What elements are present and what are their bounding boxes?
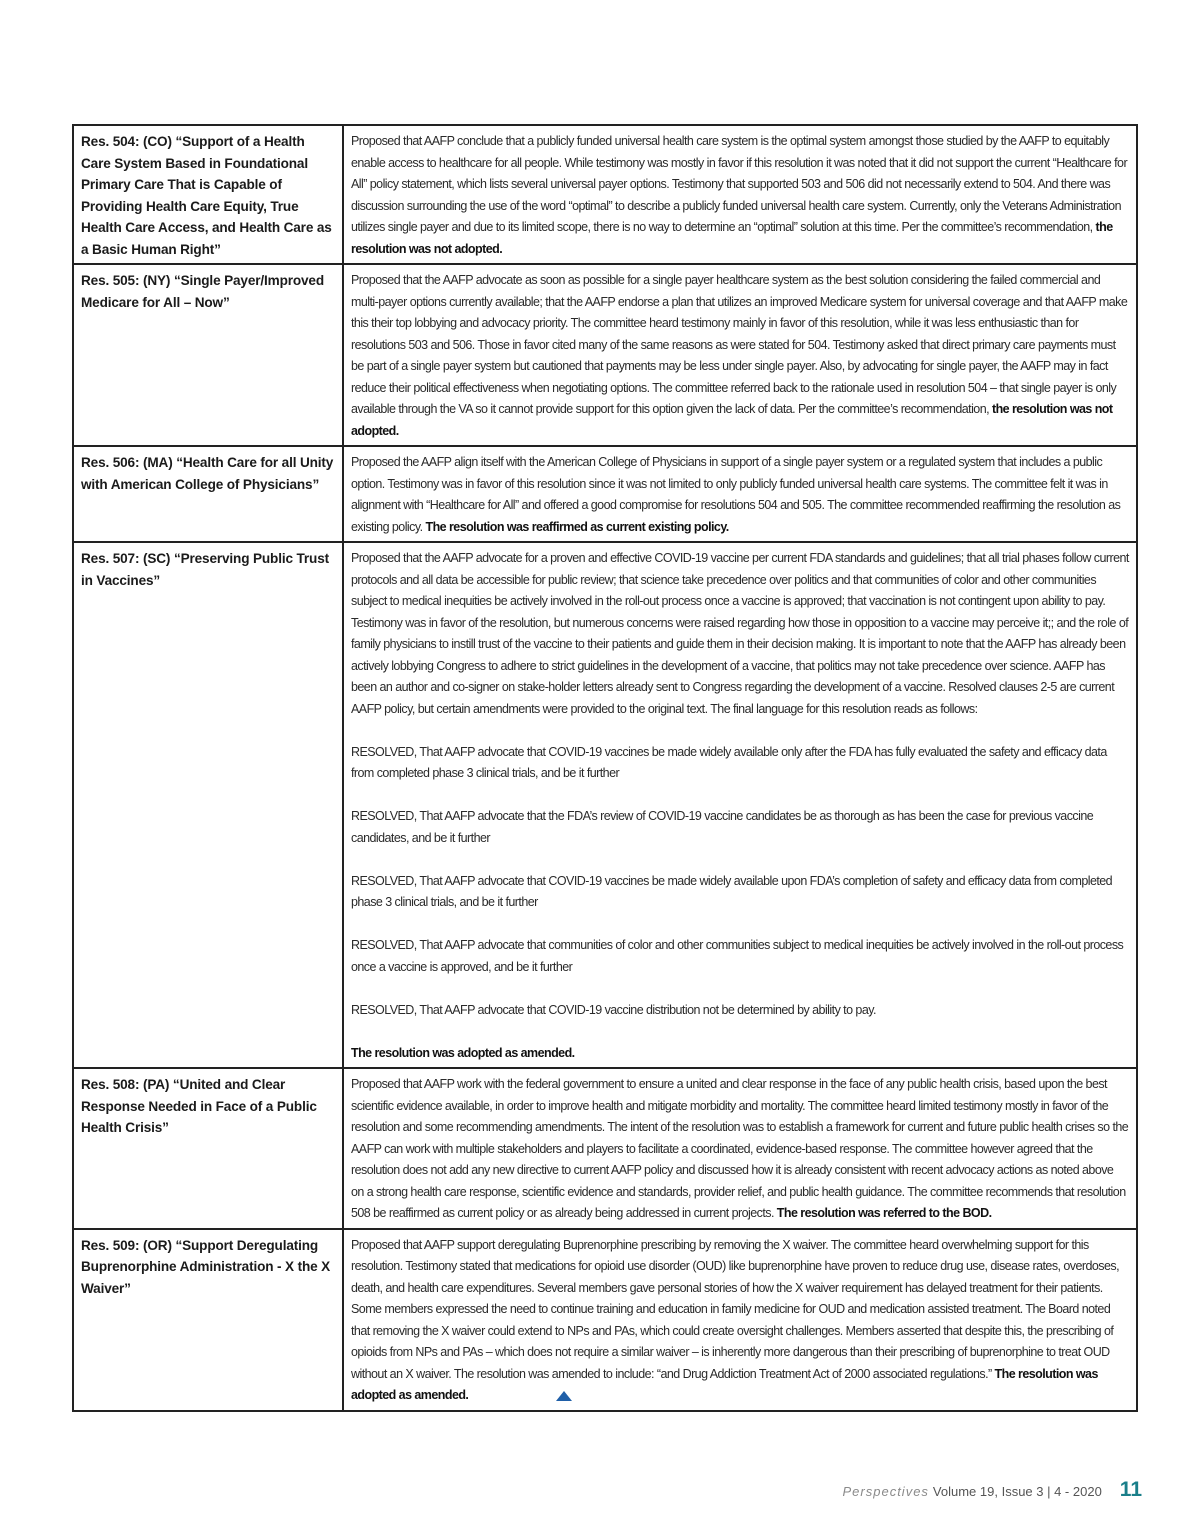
resolution-outcome: The resolution was reaffirmed as current existing policy.	[425, 519, 729, 534]
resolution-body	[343, 1229, 1137, 1411]
resolution-body	[343, 264, 1137, 446]
resolution-row-506	[73, 446, 1137, 542]
resolution-summary: Proposed that AAFP work with the federal government to ensure a united and clear response in the face of any public health crisis, based upon the best scientific evidence available, in order to improve health and mitigate morbidity and mortality. The committee heard limited testimony mostly in favor of the resolution and some recommending amendments. The intent of the resolution was to establish a framework for current and future public health crises so the AAFP can work with multiple stakeholders and players to facilitate a coordinated, evidence-based response. The committee however agreed that the resolution does not add any new directive to current AAFP policy and discussed how it is already consistent with recent advocacy actions as noted above on a strong health care response, scientific evidence and standards, provider relief, and public health guidance. The committee recommends that resolution 508 be reaffirmed as current policy or as already being addressed in current projects.	[351, 1077, 1129, 1220]
resolved-clause: RESOLVED, That AAFP advocate that COVID-19 vaccines be made widely available only after the FDA has fully evaluated the safety and efficacy data from completed phase 3 clinical trials, and be it further	[351, 744, 1107, 780]
resolution-title: Res. 505: (NY) “Single Payer/Improved Medicare for All – Now”	[73, 264, 343, 446]
resolution-outcome: the resolution was not adopted.	[351, 220, 1113, 256]
resolution-row-504	[73, 125, 1137, 264]
page-footer	[843, 1478, 1143, 1502]
resolution-outcome: The resolution was referred to the BOD.	[776, 1206, 992, 1220]
resolution-summary: Proposed that AAFP support deregulating Buprenorphine prescribing by removing the X waiver. The committee heard overwhelming support for this resolution. Testimony stated that medications for opioid use disorder (OUD) like buprenorphine have proven to reduce drug use, disease rates, overdoses, death, and health care expenditures. Several members gave personal stories of how the X waiver requirement has delayed treatment for their patients. Some members expressed the need to continue training and education in family medicine for OUD and medication assisted treatment. The Board noted that removing the X waiver could extend to NPs and PAs, which could create oversight challenges. Members asserted that despite this, the prescribing of opioids from NPs and PAs – which does not require a similar waiver – is inherently more dangerous than their prescribing of buprenorphine to treat OUD without an X waiver. The resolution was amended to include: “and Drug Addiction Treatment Act of 2000 associated regulations.”	[351, 1237, 1120, 1381]
resolution-outcome: The resolution was adopted as amended.	[351, 1045, 575, 1060]
resolution-summary: Proposed that AAFP conclude that a publicly funded universal health care system is the optimal system amongst those studied by the AAFP to equitably enable access to healthcare for all people. While testimony was mostly in favor if this resolution it was noted that it did not support the current “Healthcare for All” policy statement, which lists several universal payer options. Testimony that supported 503 and 506 did not necessarily extend to 504. And there was discussion surrounding the use of the word “optimal” to describe a publicly funded universal health care system. Currently, only the Veterans Administration utilizes single payer and due to its limited scope, there is no way to determine an “optimal” solution at this time. Per the committee’s recommendation,	[351, 134, 1128, 234]
resolution-outcome: the resolution was not adopted.	[351, 402, 1113, 438]
resolution-title: Res. 506: (MA) “Health Care for all Unity with American College of Physicians”	[73, 446, 343, 542]
resolution-row-505	[73, 264, 1137, 446]
resolved-clause: RESOLVED, That AAFP advocate that the FDA’s review of COVID-19 vaccine candidates be as thorough as has been the case for previous vaccine candidates, and be it further	[351, 809, 1094, 845]
page-number: 11	[1119, 1478, 1142, 1501]
resolution-title: Res. 509: (OR) “Support Deregulating Buprenorphine Administration - X the X Waiver”	[73, 1229, 343, 1411]
resolved-clause: RESOLVED, That AAFP advocate that COVID-19 vaccines be made widely available upon FDA’s completion of safety and efficacy data from completed phase 3 clinical trials, and be it further	[351, 873, 1113, 909]
resolution-row-509	[73, 1229, 1137, 1411]
resolution-summary: Proposed that the AAFP advocate for a proven and effective COVID-19 vaccine per current FDA standards and guidelines; that all trial phases follow current protocols and all data be accessible for public review; that science take precedence over politics and that communities of color and other communities subject to medical inequities be actively involved in the roll-out process once a vaccine is approved; that vaccination is not contingent upon ability to pay. Testimony was in favor of the resolution, but numerous concerns were raised regarding how those in opposition to a vaccine may perceive it;; and the role of family physicians to instill trust of the vaccine to their patients and guide them in their decision making. It is important to note that the AAFP has already been actively lobbying Congress to adhere to strict guidelines in the development of a vaccine, that politics may not take precedence over science. AAFP has been an author and co-signer on stake-holder letters already sent to Congress regarding the development of a vaccine. Resolved clauses 2-5 are current AAFP policy, but certain amendments were provided to the original text. The final language for this resolution reads as follows:	[351, 551, 1129, 716]
resolution-row-507	[73, 542, 1137, 1068]
resolution-summary: Proposed that the AAFP advocate as soon as possible for a single payer healthcare system as the best solution considering the failed commercial and multi-payer options currently available; that the AAFP endorse a plan that utilizes an improved Medicare system for universal coverage and that AAFP make this their top lobbying and advocacy priority. The committee heard testimony mainly in favor of this resolution, while it was less enthusiastic than for resolutions 503 and 506. Those in favor cited many of the same reasons as were stated for 504. Testimony asked that direct primary care payments must be part of a single payer system but cautioned that payments may be less under single payer. Also, by advocating for single payer, the AAFP may in fact reduce their political effectiveness when negotiating options. The committee referred back to the rationale used in resolution 504 – that single payer is only available through the VA so it cannot provide support for this option given the lack of data. Per the committee’s recommendation,	[351, 273, 1128, 416]
resolution-title: Res. 508: (PA) “United and Clear Response Needed in Face of a Public Health Crisis”	[73, 1068, 343, 1229]
resolutions-table	[72, 124, 1138, 1412]
resolution-body	[343, 446, 1137, 542]
resolution-outcome: The resolution was adopted as amended.	[351, 1366, 1098, 1402]
resolution-body	[343, 125, 1137, 264]
resolution-body	[343, 1068, 1137, 1229]
resolution-body	[343, 542, 1137, 1068]
resolved-clause: RESOLVED, That AAFP advocate that communities of color and other communities subject to medical inequities be actively involved in the roll-out process once a vaccine is approved, and be it further	[351, 938, 1124, 974]
resolution-summary: Proposed the AAFP align itself with the American College of Physicians in support of a single payer system or a regulated system that includes a public option. Testimony was in favor of this resolution since it was not limited to only publicly funded universal health care systems. The committee felt it was in alignment with “Healthcare for All” and offered a good compromise for resolutions 504 and 505. The committee recommended reaffirming the resolution as existing policy.	[351, 455, 1121, 534]
publication-name: Perspectives	[842, 1484, 929, 1499]
resolved-clause: RESOLVED, That AAFP advocate that COVID-19 vaccine distribution not be determined by ability to pay.	[351, 1002, 876, 1017]
resolution-row-508	[73, 1068, 1137, 1229]
back-to-top-arrow-icon[interactable]	[556, 1391, 572, 1401]
resolution-title: Res. 504: (CO) “Support of a Health Care System Based in Foundational Primary Care That is Capable of Providing Health Care Equity, True Health Care Access, and Health Care as a Basic Human Right”	[73, 125, 343, 264]
issue-info: Volume 19, Issue 3 | 4 - 2020	[932, 1484, 1102, 1499]
resolution-title: Res. 507: (SC) “Preserving Public Trust in Vaccines”	[73, 542, 343, 1068]
